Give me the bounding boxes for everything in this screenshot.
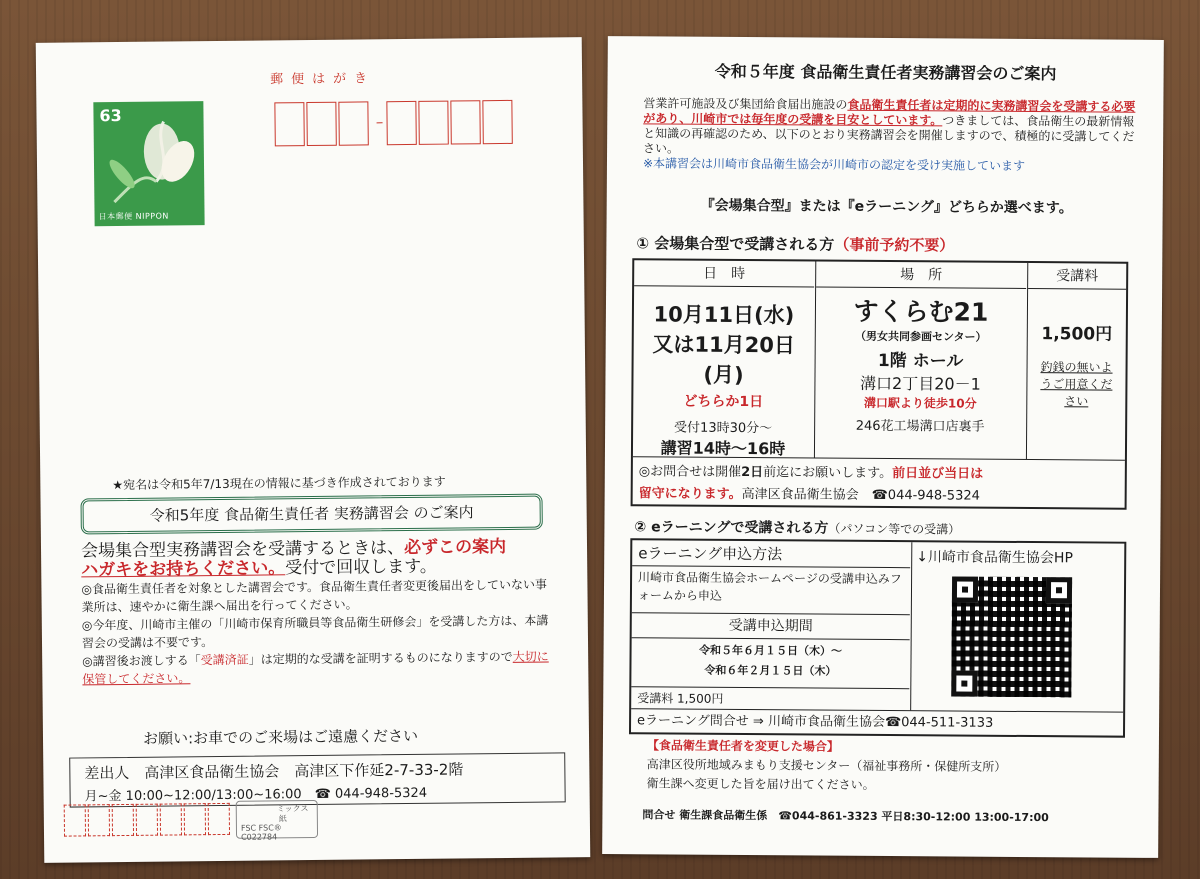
sender-postal-boxes xyxy=(64,803,232,837)
sender-postal-box xyxy=(208,803,230,835)
contact-line: 問合せ 衛生課食品衛生係 ☎044-861-3323 平日8:30-12:00 13:00-17:00 xyxy=(642,808,1049,825)
note3-red2: 大切に保管してください。 xyxy=(82,649,549,687)
header-fee: 受講料 xyxy=(1028,263,1126,290)
qr-finder xyxy=(1046,577,1072,603)
postscript-line1: 高津区役所地域みまもり支援センター（福祉事務所・保健所支所） xyxy=(646,757,1007,774)
footer1-prefix: ◎お問合せは開催 xyxy=(638,464,742,481)
qr-finder xyxy=(951,670,977,696)
body-line1-red: 必ずこの案内 xyxy=(403,536,507,559)
sender-postal-box xyxy=(112,804,134,836)
lily-illustration xyxy=(93,101,204,226)
intro-p1: 営業許可施設及び集団給食届出施設の xyxy=(643,96,848,112)
method-text: 川崎市食品衛生協会ホームページの受講申込みフォームから申込 xyxy=(637,570,902,603)
fee-amount: 1,500円 xyxy=(1041,324,1113,345)
venue-hall: 1階 ホール xyxy=(877,350,964,372)
postal-box xyxy=(338,101,368,145)
footer1-bold: 2日 xyxy=(741,465,764,481)
period-start: 令和５年６月１５日（木）～ xyxy=(699,643,843,658)
note3-red: 受講済証 xyxy=(200,652,249,668)
left-body xyxy=(81,538,553,689)
section2-label: ② eラーニングで受講される方 xyxy=(634,519,829,537)
sender-postal-box xyxy=(136,804,158,836)
intro-p1-red: 食品衛生責任者は定期的に実務講習会を受講する必要があり、川崎市では毎年度の受講を目安としています。 xyxy=(643,97,1136,128)
fee-note: 釣銭の無いようご用意ください xyxy=(1040,360,1113,409)
postal-box xyxy=(386,101,416,145)
sender-line1: 差出人 高津区食品衛生協会 高津区下作延2-7-33-2階 xyxy=(84,760,464,783)
section1-label: ① 会場集合型で受講される方 xyxy=(636,234,835,254)
venue-address: 溝口2丁目20－1 xyxy=(860,373,981,394)
date1: 10月11日(水) xyxy=(653,302,795,328)
choice-line: 『会場集合型』または『eラーニング』どちらか選べます。 xyxy=(700,197,1073,217)
postal-code-boxes xyxy=(274,100,514,147)
reception-time: 受付13時30分～ xyxy=(674,420,773,437)
note3-prefix: ◎講習後お渡しする「 xyxy=(82,653,201,669)
section1-note: （事前予約不要） xyxy=(834,235,955,255)
fee-cell xyxy=(1027,293,1126,410)
venue-landmark: 246花工場溝口店裏手 xyxy=(855,418,985,435)
period-title: 受講申込期間 xyxy=(632,612,910,640)
left-title: 令和5年度 食品衛生責任者 実務講習会 のご案内 xyxy=(80,494,542,535)
postscript xyxy=(647,736,1127,796)
stamp-value: 63 xyxy=(99,105,122,126)
sender-box xyxy=(69,752,565,807)
note-2: ◎今年度、川崎市主催の「川崎市保育所職員等食品衛生研修会」を受講した方は、本講習会の受講は不要です。 xyxy=(81,613,549,651)
sender-line2: 月~金 10:00~12:00/13:00~16:00 ☎ 044-948-5324 xyxy=(84,785,428,805)
postscript-heading: 【食品衛生責任者を変更した場合】 xyxy=(646,738,839,754)
section2-heading xyxy=(634,516,960,538)
postal-label: 郵便はがき xyxy=(270,71,376,88)
sender-postal-box xyxy=(160,803,182,835)
date2: 又は11月20日(月) xyxy=(652,332,796,388)
request-line: お願い:お車でのご来場はご遠慮ください xyxy=(142,726,419,748)
postal-box xyxy=(274,102,304,146)
venue-sub: （男女共同参画センター） xyxy=(854,329,987,344)
fsc-paper: 紙 xyxy=(278,814,287,824)
elearning-contact: eラーニング問合せ ⇒ 川崎市食品衛生協会☎044-511-3133 xyxy=(631,708,1123,735)
schedule-footer xyxy=(633,456,1125,512)
fsc-logo xyxy=(236,800,318,842)
intro-p2: つきましては、食品衛生の最新情報と知識の再確認のため、以下のとおり実務講習会を開催しますので、積極的に受講してください。 xyxy=(643,113,1135,156)
body-line2-suffix: 受付で回収します。 xyxy=(285,556,437,579)
postal-box xyxy=(418,101,448,145)
sender-postal-box xyxy=(64,804,86,836)
intro-blue: ※本講習会は川崎市食品衛生協会が川崎市の認定を受け実施しています xyxy=(642,156,1026,173)
postal-box xyxy=(306,102,336,146)
divider xyxy=(910,542,912,710)
qr-code[interactable] xyxy=(951,576,1072,697)
section2-note: （パソコン等での受講） xyxy=(828,521,961,537)
footer1-suffix: 前迄にお願いします。 xyxy=(763,465,893,482)
postal-box xyxy=(450,100,480,144)
period-end: 令和６年２月１５日（木） xyxy=(704,663,837,678)
fsc-code: FSC FSC® C022784 xyxy=(240,823,282,842)
note-1: ◎食品衛生責任者を対象とした講習会です。食品衛生責任者変更後届出をしていない事業所は、速やかに衛生課へ届出を行ってください。 xyxy=(81,577,548,615)
method-title: eラーニング申込方法 xyxy=(632,540,910,568)
elearning-fee: 受講料 1,500円 xyxy=(631,686,909,710)
footer1-red: 前日並び当日は xyxy=(892,466,984,482)
body-line2-red: ハガキをお持ちください。 xyxy=(81,558,286,581)
schedule-table xyxy=(631,258,1129,509)
postscript-line2: 衛生課へ変更した旨を届け出てください。 xyxy=(646,776,875,792)
qr-finder xyxy=(952,576,978,602)
venue-name: すくらむ21 xyxy=(853,296,989,327)
note3-mid: 」は定期的な受講を証明するものになりますので xyxy=(248,649,513,667)
sender-postal-box xyxy=(88,804,110,836)
postcard-address-side xyxy=(36,37,591,863)
datetime-cell xyxy=(633,290,814,459)
sender-postal-box xyxy=(184,803,206,835)
postal-dash xyxy=(377,122,383,145)
header-datetime: 日 時 xyxy=(634,260,814,287)
venue-walk: 溝口駅より徒歩10分 xyxy=(863,395,977,411)
header-venue: 場 所 xyxy=(816,262,1026,289)
body-line1-prefix: 会場集合型実務講習会を受講するときは、 xyxy=(80,538,405,562)
address-note: ★宛名は令和5年7/13現在の情報に基づき作成されております xyxy=(112,474,446,493)
stamp-org: 日本郵便 NIPPON xyxy=(98,211,169,222)
section1-heading xyxy=(636,232,954,255)
either-day: どちらか1日 xyxy=(683,393,764,411)
postal-box xyxy=(482,100,512,144)
elearning-table xyxy=(629,538,1126,737)
postage-stamp xyxy=(93,101,204,226)
right-title: 令和５年度 食品衛生責任者実務講習会のご案内 xyxy=(714,61,1057,84)
footer2-red: 留守になります。 xyxy=(638,486,742,503)
footer2-suffix: 高津区食品衛生協会 ☎044-948-5324 xyxy=(741,487,980,504)
lecture-time: 講習14時～16時 xyxy=(660,438,786,459)
fsc-mix: ミックス xyxy=(276,804,309,814)
venue-cell xyxy=(815,292,1026,435)
hp-label: ↓川崎市食品衛生協会HP xyxy=(916,549,1073,567)
postcard-message-side xyxy=(602,36,1164,858)
right-intro xyxy=(643,96,1144,174)
